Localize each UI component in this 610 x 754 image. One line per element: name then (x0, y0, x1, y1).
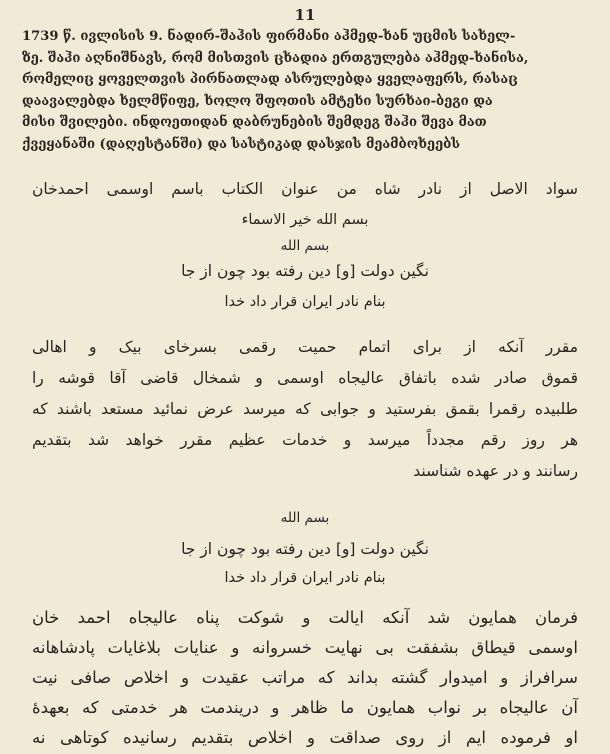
seal-verse-line: نگین دولت [و] دین رفته بود چون از جا (181, 540, 429, 558)
georgian-line: დაავალებდა ხელმწიფე, ხოლო შფოთის ამტეხი სურხაი-ბეგი და (22, 93, 493, 109)
georgian-line: მისი შვილები. ინდოეთიდან დაბრუნების შემდეგ შაჰი შევა მათ (22, 115, 487, 130)
georgian-line: ქვეყანაში (დაღესტანში) და სასტიკად დასჯის მეამბოხეებს (22, 136, 461, 152)
document-header-line: سواد الاصل از نادر شاه من عنوان الکتاب باسم اوسمی احمدخان (32, 180, 578, 198)
basmala-heading: بسم الله (280, 510, 330, 526)
text-line: قموق صادر شده باتفاق عالیجاه اوسمی و شمخال قاضی آقا قوشه را (32, 369, 578, 387)
text-line: فرمان همایون شد آنکه ایالت و شوکت پناه عالیجاه احمد خان (32, 608, 578, 627)
seal-verse-line: بنام نادر ایران قرار داد خدا (224, 294, 386, 310)
text-line: رسانند و در عهده شناسند (413, 462, 578, 480)
georgian-line: 1739 წ. ივლისის 9. ნადირ-შაჰის ფირმანი აჰმედ-ხან უცმის სახელ- (22, 29, 516, 44)
text-line: او فرموده ایم از روی صداقت و اخلاص بتقدیم رسانیده کوتاهی نه (32, 728, 578, 747)
text-line: هر روز رقم مجدداً میرسد و خدمات عظیم مقرر خواهد شد بتقدیم (32, 431, 578, 449)
page-number: 11 (294, 6, 316, 24)
basmala-heading: بسم الله (280, 238, 330, 254)
text-line: آن عالیجاه بر نواب همایون ما ظاهر و دریندمت هر خدمتی که بعهدهٔ (32, 698, 578, 717)
georgian-line: რომელიც ყოველთვის პირნათლად ასრულებდა ყველაფერს, რასაც (22, 72, 518, 87)
text-line: اوسمی قیطاق بشفقت بی نهایت خسروانه و عنایات بلاغایات پادشاهانه (32, 638, 578, 657)
basmala-heading: بسم الله خير الاسماء (241, 212, 369, 228)
text-line: سرافراز و امیدوار گشته بداند که مراتب عقیدت و اخلاص صافی نیت (32, 668, 578, 687)
georgian-line: ზე. შაჰი აღნიშნავს, რომ მისთვის ცხადია ერთგულება აჰმედ-ხანისა, (22, 50, 529, 66)
text-line: مقرر آنکه از برای اتمام حمیت رقمی بسرخای بیک و اهالی (32, 338, 578, 356)
seal-verse-line: بنام نادر ایران قرار داد خدا (224, 570, 386, 586)
georgian-summary (22, 26, 588, 155)
seal-verse-line: نگین دولت [و] دین رفته بود چون از جا (181, 262, 429, 280)
text-line: طلبیده رقمرا بقمق بفرستید و جوابی که میرسد عرض نمائید مستعد باشند که (32, 400, 578, 418)
